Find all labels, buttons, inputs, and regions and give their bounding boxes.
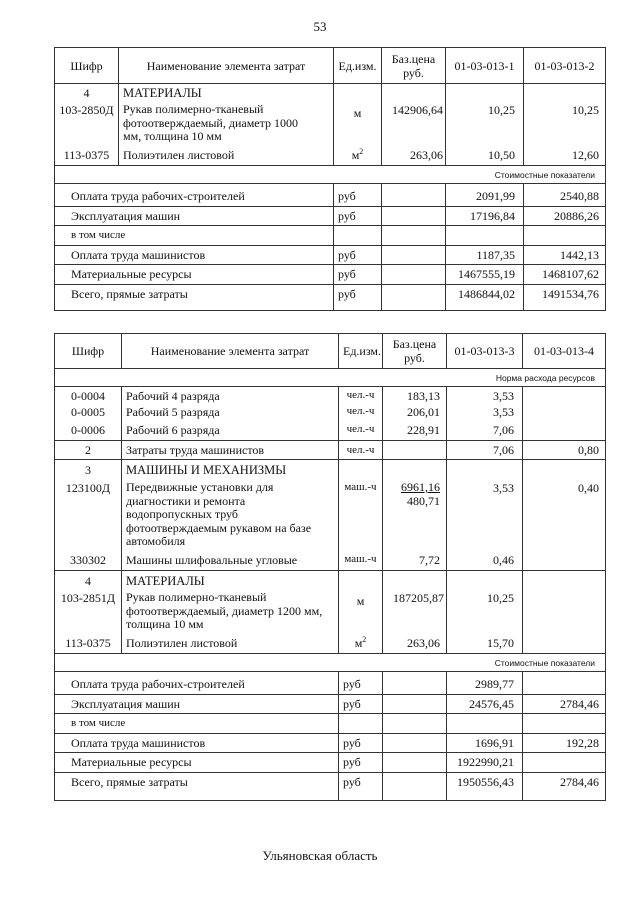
- row-price: 142906,64: [382, 101, 446, 148]
- row-value-a: 3,53: [447, 478, 523, 553]
- table-row: [55, 589, 606, 636]
- row-price: 228,91: [383, 423, 447, 441]
- cost-indicators-caption: Стоимостные показатели: [55, 166, 606, 184]
- summary-value-a: 1187,35: [446, 245, 524, 265]
- summary-value-a: 1486844,02: [446, 284, 524, 310]
- summary-row: [55, 672, 606, 695]
- summary-label: Эксплуатация машин: [55, 694, 339, 714]
- row-value-b: [523, 387, 606, 405]
- row-code: 113-0375: [55, 636, 122, 654]
- section-code: 4: [55, 84, 119, 102]
- summary-label: Оплата труда рабочих-строителей: [55, 184, 334, 207]
- row-code: 123100Д: [55, 478, 122, 553]
- summary-value-b: 1491534,76: [524, 284, 606, 310]
- row-name: Затраты труда машинистов: [122, 441, 339, 460]
- summary-unit: руб: [339, 733, 383, 753]
- section-code: 4: [55, 571, 122, 590]
- row-unit: чел.-ч: [339, 441, 383, 460]
- row-value-a: 15,70: [447, 636, 523, 654]
- row-value-b: 10,25: [524, 101, 606, 148]
- row-value-b: [523, 423, 606, 441]
- summary-value-a: 1922990,21: [447, 753, 523, 773]
- header-col-b: 01-03-013-2: [524, 48, 606, 84]
- row-code: 103-2850Д: [55, 101, 119, 148]
- row-value-b: [523, 589, 606, 636]
- section-row-machines: [55, 460, 606, 479]
- header-base-price: Баз.цена руб.: [383, 334, 447, 369]
- row-name: Передвижные установки для диагностики и ремонта водопропускных труб фотоотверждаемым рукавом на базе автомобиля: [122, 478, 339, 553]
- summary-label: Материальные ресурсы: [55, 753, 339, 773]
- table-row: [55, 405, 606, 423]
- summary-value-b: 2784,46: [523, 694, 606, 714]
- row-value-b: 0,80: [523, 441, 606, 460]
- caption-row: [55, 654, 606, 672]
- header-name: Наименование элемента затрат: [122, 334, 339, 369]
- row-unit: м: [339, 589, 383, 636]
- summary-value-a: 1696,91: [447, 733, 523, 753]
- row-price: 7,72: [383, 553, 447, 571]
- table-header-row: [55, 334, 606, 369]
- summary-unit: руб: [334, 284, 382, 310]
- summary-row: [55, 265, 606, 285]
- row-name: Рабочий 5 разряда: [122, 405, 339, 423]
- page-number: 53: [313, 19, 327, 34]
- estimate-table-1: [54, 47, 606, 311]
- section-title: МАТЕРИАЛЫ: [119, 84, 334, 102]
- header-name: Наименование элемента затрат: [119, 48, 334, 84]
- header-unit: Ед.изм.: [334, 48, 382, 84]
- summary-label: Материальные ресурсы: [55, 265, 334, 285]
- summary-value-b: 192,28: [523, 733, 606, 753]
- summary-label: Оплата труда рабочих-строителей: [55, 672, 339, 695]
- header-col-a: 01-03-013-1: [446, 48, 524, 84]
- machinist-labor-row: [55, 441, 606, 460]
- summary-row: [55, 772, 606, 800]
- row-price: 206,01: [383, 405, 447, 423]
- header-col-a: 01-03-013-3: [447, 334, 523, 369]
- row-value-a: 10,25: [447, 589, 523, 636]
- summary-value-b: 20886,26: [524, 206, 606, 226]
- summary-unit: руб: [339, 694, 383, 714]
- summary-row: [55, 206, 606, 226]
- summary-row: [55, 733, 606, 753]
- summary-value-a: 24576,45: [447, 694, 523, 714]
- row-value-b: 12,60: [524, 148, 606, 166]
- table-row: [55, 148, 606, 166]
- summary-label: Оплата труда машинистов: [55, 733, 339, 753]
- summary-label: в том числе: [55, 714, 339, 734]
- summary-label: Всего, прямые затраты: [55, 284, 334, 310]
- summary-value-a: 17196,84: [446, 206, 524, 226]
- summary-value-a: 2989,77: [447, 672, 523, 695]
- summary-unit: руб: [334, 206, 382, 226]
- section-title: МАТЕРИАЛЫ: [122, 571, 339, 590]
- summary-row: [55, 284, 606, 310]
- row-name: Машины шлифовальные угловые: [122, 553, 339, 571]
- row-code: 103-2851Д: [55, 589, 122, 636]
- row-unit: чел.-ч: [339, 405, 383, 423]
- resource-norm-caption: Норма расхода ресурсов: [55, 369, 606, 387]
- summary-value-b: 1468107,62: [524, 265, 606, 285]
- cost-indicators-caption: Стоимостные показатели: [55, 654, 606, 672]
- summary-unit: руб: [334, 245, 382, 265]
- summary-unit: руб: [339, 672, 383, 695]
- row-unit: $м^2$: [334, 148, 382, 166]
- row-name: Полиэтилен листовой: [119, 148, 334, 166]
- row-price: 183,13: [383, 387, 447, 405]
- row-unit: маш.-ч: [339, 478, 383, 553]
- row-code: 0-0005: [55, 405, 122, 423]
- row-code: 330302: [55, 553, 122, 571]
- header-unit: Ед.изм.: [339, 334, 383, 369]
- summary-value-b: [523, 753, 606, 773]
- summary-label: Всего, прямые затраты: [55, 772, 339, 800]
- row-price: [383, 441, 447, 460]
- summary-row: [55, 245, 606, 265]
- row-value-b: 0,40: [523, 478, 606, 553]
- row-value-b: [523, 636, 606, 654]
- table-row: [55, 101, 606, 148]
- row-value-a: 10,50: [446, 148, 524, 166]
- row-code: 0-0006: [55, 423, 122, 441]
- summary-unit: руб: [339, 753, 383, 773]
- row-unit: чел.-ч: [339, 423, 383, 441]
- table-row: [55, 636, 606, 654]
- section-title: МАШИНЫ И МЕХАНИЗМЫ: [122, 460, 339, 479]
- summary-unit: руб: [334, 265, 382, 285]
- summary-value-b: 2784,46: [523, 772, 606, 800]
- row-value-b: [523, 405, 606, 423]
- summary-row: [55, 694, 606, 714]
- table-header-row: [55, 48, 606, 84]
- row-price: 6961,16 480,71: [383, 478, 447, 553]
- row-value-b: [523, 553, 606, 571]
- table-row: [55, 387, 606, 405]
- table-row: [55, 553, 606, 571]
- header-code: Шифр: [55, 334, 122, 369]
- row-price: 187205,87: [383, 589, 447, 636]
- summary-label: Эксплуатация машин: [55, 206, 334, 226]
- row-value-a: 3,53: [447, 405, 523, 423]
- row-price: 263,06: [383, 636, 447, 654]
- summary-label: в том числе: [55, 226, 334, 246]
- summary-value-b: 1442,13: [524, 245, 606, 265]
- row-name: Полиэтилен листовой: [122, 636, 339, 654]
- row-price: 263,06: [382, 148, 446, 166]
- section-row-materials: [55, 84, 606, 102]
- row-code: 113-0375: [55, 148, 119, 166]
- row-value-a: 7,06: [447, 423, 523, 441]
- summary-value-a: 2091,99: [446, 184, 524, 207]
- row-name: Рукав полимерно-тканевый фотоотверждаемый, диаметр 1000 мм, толщина 10 мм: [119, 101, 334, 148]
- row-name: Рукав полимерно-тканевый фотоотверждаемый, диаметр 1200 мм, толщина 10 мм: [122, 589, 339, 636]
- header-col-b: 01-03-013-4: [523, 334, 606, 369]
- caption-row: [55, 166, 606, 184]
- table-row: [55, 478, 606, 553]
- header-base-price: Баз.цена руб.: [382, 48, 446, 84]
- summary-row: [55, 753, 606, 773]
- caption-row: [55, 369, 606, 387]
- row-code: 2: [55, 441, 122, 460]
- summary-value-b: 2540,88: [524, 184, 606, 207]
- summary-row: [55, 226, 606, 246]
- summary-value-a: 1467555,19: [446, 265, 524, 285]
- row-value-a: 10,25: [446, 101, 524, 148]
- summary-unit: руб: [339, 772, 383, 800]
- row-code: 0-0004: [55, 387, 122, 405]
- header-code: Шифр: [55, 48, 119, 84]
- estimate-table-2: [54, 333, 606, 801]
- summary-row: [55, 714, 606, 734]
- row-unit: м: [334, 101, 382, 148]
- row-name: Рабочий 6 разряда: [122, 423, 339, 441]
- section-row-materials: [55, 571, 606, 590]
- section-code: 3: [55, 460, 122, 479]
- summary-unit: руб: [334, 184, 382, 207]
- summary-label: Оплата труда машинистов: [55, 245, 334, 265]
- row-value-a: 0,46: [447, 553, 523, 571]
- row-unit: маш.-ч: [339, 553, 383, 571]
- row-unit: чел.-ч: [339, 387, 383, 405]
- summary-value-a: 1950556,43: [447, 772, 523, 800]
- row-name: Рабочий 4 разряда: [122, 387, 339, 405]
- summary-value-b: [523, 672, 606, 695]
- table-row: [55, 423, 606, 441]
- row-value-a: 3,53: [447, 387, 523, 405]
- summary-row: [55, 184, 606, 207]
- page-footer: Ульяновская область: [262, 848, 378, 863]
- row-unit: $м^2$: [339, 636, 383, 654]
- row-value-a: 7,06: [447, 441, 523, 460]
